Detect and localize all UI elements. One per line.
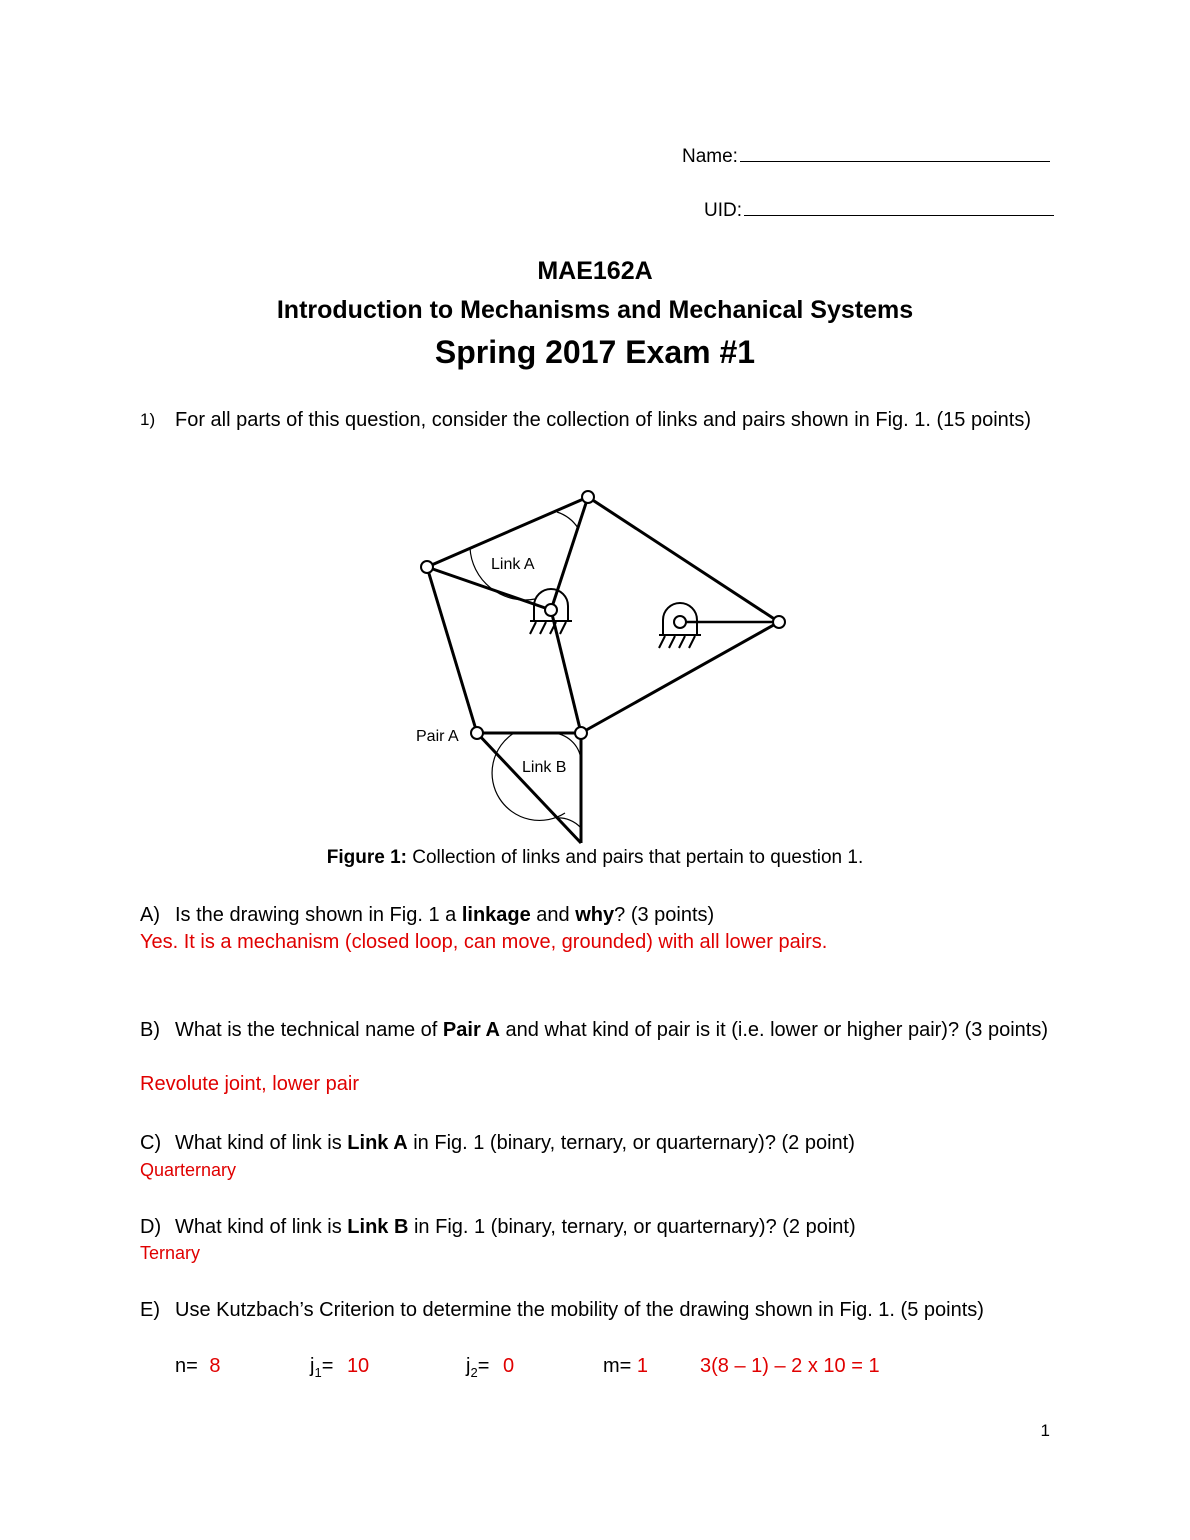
part-c-question: What kind of link is Link A in Fig. 1 (binary, ternary, or quarternary)? (2 point) <box>175 1132 855 1154</box>
part-b-question: What is the technical name of Pair A and what kind of pair is it (i.e. lower or higher pair)? (3 points) <box>175 1019 1049 1041</box>
question-1-text: For all parts of this question, consider the collection of links and pairs shown in Fig. 1. (15 points) <box>175 409 1031 431</box>
joint-bottom-right <box>575 727 587 739</box>
part-e-question: Use Kutzbach’s Criterion to determine the mobility of the drawing shown in Fig. 1. (5 points) <box>175 1299 984 1321</box>
j2-term: $j_2= 0$ <box>466 1355 515 1380</box>
figure-caption-bold: Figure 1: <box>326 847 407 868</box>
course-name: Introduction to Mechanisms and Mechanical Systems <box>276 296 914 324</box>
figure-1-diagram <box>400 480 820 860</box>
exam-title: Spring 2017 Exam #1 <box>434 334 756 370</box>
question-1 <box>0 406 1190 466</box>
joint-ground-right <box>674 616 686 628</box>
uid-field <box>704 197 1054 222</box>
uid-label: UID: <box>704 200 742 221</box>
part-d-question: What kind of link is Link B in Fig. 1 (binary, ternary, or quarternary)? (2 point) <box>175 1216 856 1238</box>
joint-top <box>582 491 594 503</box>
part-c <box>0 1129 1190 1159</box>
m-value: 1 <box>636 1355 649 1377</box>
m-label: m= <box>603 1355 632 1377</box>
link-a-label: Link A <box>491 556 535 573</box>
pair-a-label: Pair A <box>416 728 459 745</box>
figure-caption-text: Collection of links and pairs that pertain to question 1. <box>406 847 864 868</box>
page-number: 1 <box>1040 1421 1050 1440</box>
part-e-label: E) <box>140 1299 160 1321</box>
part-a-answer: Yes. It is a mechanism (closed loop, can move, grounded) with all lower pairs. <box>140 931 828 953</box>
m-term <box>603 1355 648 1378</box>
n-label: n= <box>175 1355 198 1377</box>
question-1-number: 1) <box>140 410 156 429</box>
n-value: 8 <box>209 1355 221 1377</box>
joint-ground-left <box>545 604 557 616</box>
name-label: Name: <box>682 146 738 167</box>
part-a-label: A) <box>140 904 160 926</box>
joint-right <box>773 616 785 628</box>
j1-value: 10 <box>346 1355 370 1377</box>
joint-top-left <box>421 561 433 573</box>
link-b-label: Link B <box>522 759 567 776</box>
part-d <box>0 1213 1190 1243</box>
j1-term: $j_1= 10$ <box>310 1355 370 1380</box>
n-term <box>175 1355 221 1378</box>
part-a <box>0 901 1190 931</box>
j2-value: 0 <box>502 1355 515 1377</box>
uid-blank <box>744 197 1054 216</box>
name-blank <box>740 143 1050 162</box>
figure-caption <box>0 847 1190 869</box>
part-b <box>0 1016 1190 1076</box>
part-b-label: B) <box>140 1019 160 1041</box>
part-e <box>0 1296 1190 1326</box>
part-b-answer: Revolute joint, lower pair <box>140 1073 359 1095</box>
part-d-label: D) <box>140 1216 162 1238</box>
part-a-question: Is the drawing shown in Fig. 1 a linkage and why? (3 points) <box>175 904 715 926</box>
joint-pair-a <box>471 727 483 739</box>
name-field <box>682 143 1050 168</box>
part-c-answer: Quarternary <box>140 1160 237 1180</box>
part-d-answer: Ternary <box>140 1243 201 1263</box>
kutzbach-equation: 3(8 – 1) – 2 x 10 = 1 <box>700 1355 880 1377</box>
part-c-label: C) <box>140 1132 162 1154</box>
course-code: MAE162A <box>537 257 653 285</box>
